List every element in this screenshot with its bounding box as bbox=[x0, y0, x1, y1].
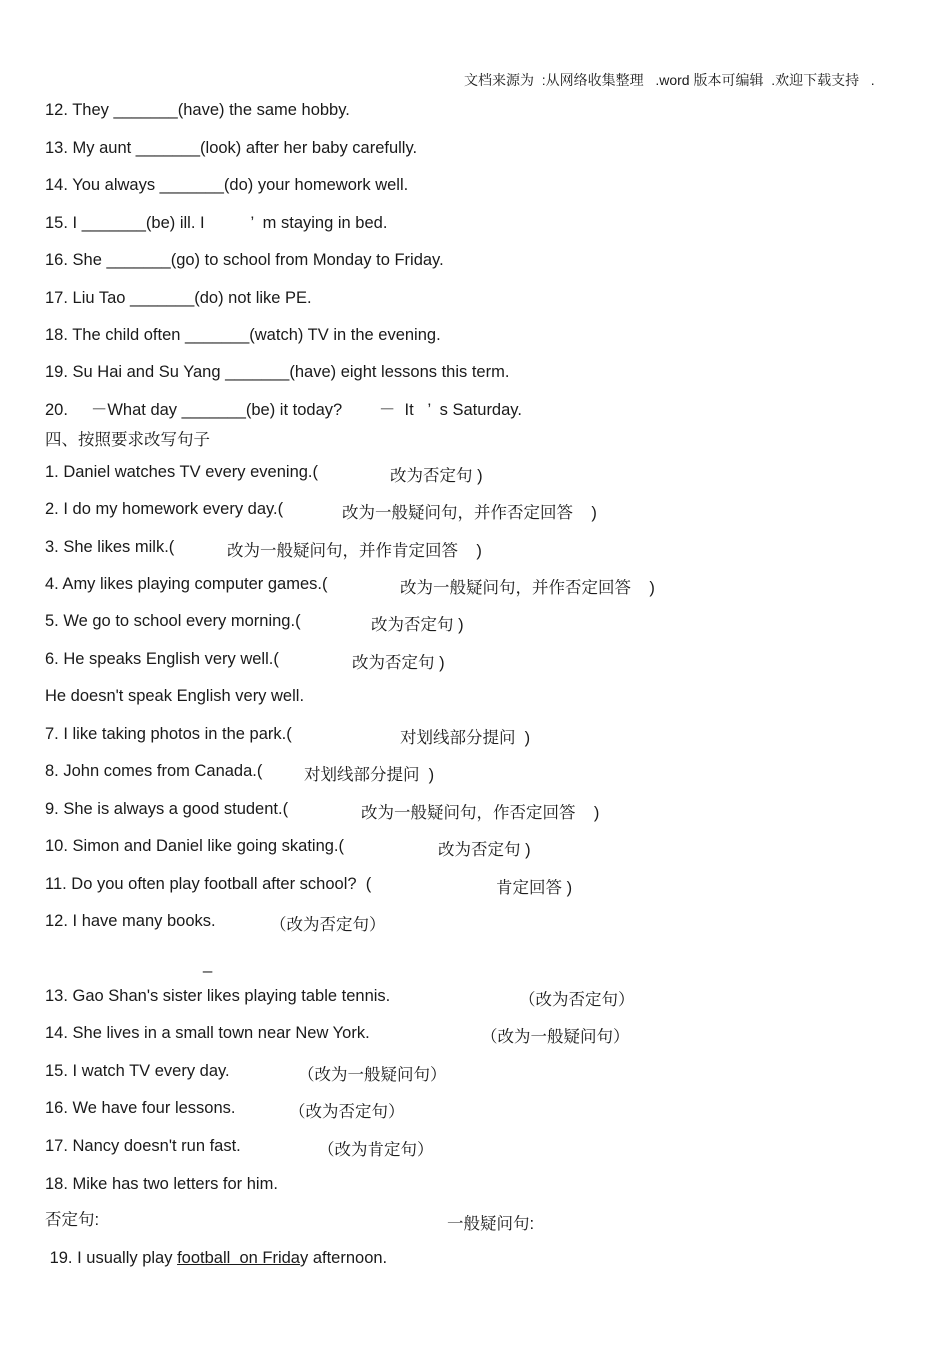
underlined-phrase: football on Frida bbox=[177, 1249, 300, 1267]
exercise-line: 12. They _______(have) the same hobby. bbox=[45, 101, 350, 119]
exercise-line: 9. She is always a good student.( bbox=[45, 800, 289, 818]
rewrite-instruction: 对划线部分提问 ) bbox=[400, 729, 531, 747]
exercise-line: 19. Su Hai and Su Yang _______(have) eight lessons this term. bbox=[45, 363, 510, 381]
rewrite-instruction: 改为否定句 ) bbox=[390, 467, 483, 485]
rewrite-instruction: 对划线部分提问 ) bbox=[304, 766, 435, 784]
exercise-line: 14. You always _______(do) your homework well. bbox=[45, 176, 409, 194]
exercise-line: 15. I _______(be) ill. I ’ m staying in bed. bbox=[45, 214, 388, 232]
exercise-line: 13. Gao Shan's sister likes playing table tennis. bbox=[45, 987, 391, 1005]
exercise-line: 20. －What day _______(be) it today? － It ’ s Saturday. bbox=[45, 401, 522, 419]
page-header: 文档来源为 :从网络收集整理 .word 版本可编辑 .欢迎下载支持 . bbox=[464, 72, 875, 88]
exercise-line: 3. She likes milk.( bbox=[45, 538, 175, 556]
exercise-line: 10. Simon and Daniel like going skating.( bbox=[45, 837, 345, 855]
exercise-line: 14. She lives in a small town near New York. bbox=[45, 1024, 370, 1042]
exercise-line: 17. Nancy doesn't run fast. bbox=[45, 1137, 241, 1155]
exercise-line: 18. The child often _______(watch) TV in the evening. bbox=[45, 326, 441, 344]
exercise-19-line bbox=[45, 1248, 387, 1268]
rewrite-instruction: （改为肯定句） bbox=[318, 1141, 434, 1159]
exercise-line: 11. Do you often play football after school? ( bbox=[45, 875, 372, 893]
rewrite-instruction: 改为一般疑问句，并作肯定回答 ) bbox=[227, 542, 482, 560]
rewrite-instruction: （改为否定句） bbox=[519, 991, 635, 1009]
rewrite-instruction: 改为一般疑问句，作否定回答 ) bbox=[361, 804, 600, 822]
exercise-line: 4. Amy likes playing computer games.( bbox=[45, 575, 328, 593]
exercise-line: 18. Mike has two letters for him. bbox=[45, 1175, 278, 1193]
exercise-line: 13. My aunt _______(look) after her baby carefully. bbox=[45, 139, 418, 157]
exercise-line: 16. We have four lessons. bbox=[45, 1099, 236, 1117]
exercise-line: 四、按照要求改写句子 bbox=[45, 431, 210, 449]
exercise-line: 15. I watch TV every day. bbox=[45, 1062, 230, 1080]
exercise-line: 17. Liu Tao _______(do) not like PE. bbox=[45, 289, 312, 307]
rewrite-instruction: 改为一般疑问句，并作否定回答 ) bbox=[342, 504, 597, 522]
exercise-line: 8. John comes from Canada.( bbox=[45, 762, 263, 780]
rewrite-instruction: 改为一般疑问句，并作否定回答 ) bbox=[400, 579, 655, 597]
exercise-line: He doesn't speak English very well. bbox=[45, 687, 305, 705]
exercise-line: 2. I do my homework every day.( bbox=[45, 500, 284, 518]
rewrite-instruction: （改为否定句） bbox=[270, 916, 386, 934]
exercise-line: 否定句: bbox=[45, 1211, 100, 1229]
exercise-line: 5. We go to school every morning.( bbox=[45, 612, 301, 630]
exercise-19-prefix: 19. I usually play bbox=[45, 1249, 178, 1267]
exercise-line: 6. He speaks English very well.( bbox=[45, 650, 279, 668]
exercise-line: 7. I like taking photos in the park.( bbox=[45, 725, 292, 743]
exercise-line: 16. She _______(go) to school from Monday to Friday. bbox=[45, 251, 444, 269]
rewrite-instruction: （改为一般疑问句） bbox=[298, 1066, 447, 1084]
rewrite-instruction: 改为否定句 ) bbox=[371, 616, 464, 634]
rewrite-instruction: 一般疑问句: bbox=[447, 1215, 535, 1233]
rewrite-instruction: （改为否定句） bbox=[289, 1103, 405, 1121]
exercise-19-suffix: y afternoon. bbox=[299, 1249, 388, 1267]
exercise-line: 1. Daniel watches TV every evening.( bbox=[45, 463, 318, 481]
rewrite-instruction: （改为一般疑问句） bbox=[481, 1028, 630, 1046]
rewrite-instruction: 改为否定句 ) bbox=[352, 654, 445, 672]
rewrite-instruction: 改为否定句 ) bbox=[438, 841, 531, 859]
rewrite-instruction: _ bbox=[203, 955, 213, 973]
rewrite-instruction: 肯定回答 ) bbox=[496, 879, 573, 897]
exercise-line: 12. I have many books. bbox=[45, 912, 216, 930]
